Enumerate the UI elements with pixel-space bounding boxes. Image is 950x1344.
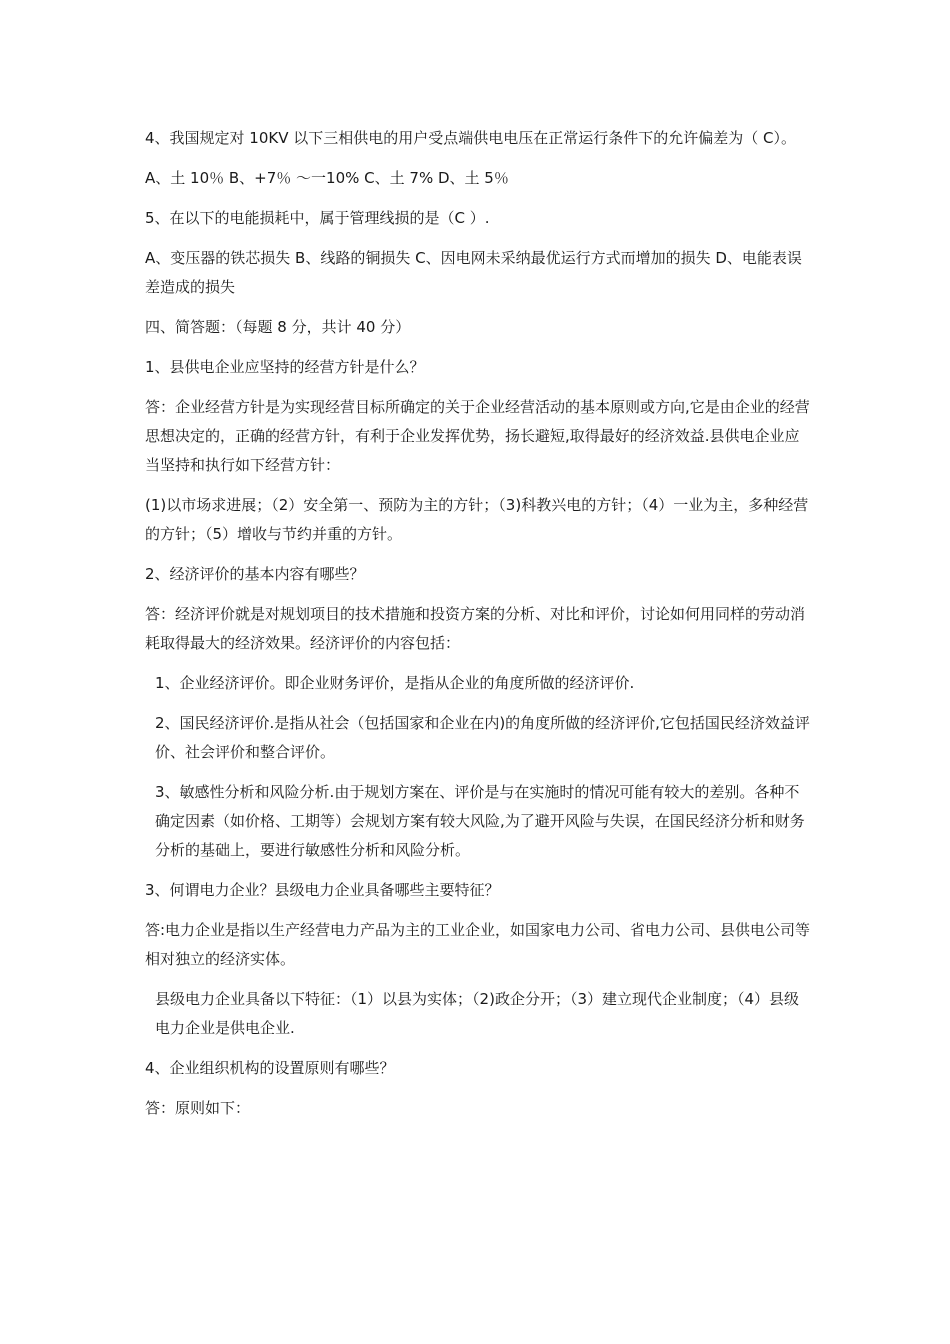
short-answer-3-question: 3、何谓电力企业？县级电力企业具备哪些主要特征？: [145, 881, 500, 899]
question-4-options: A、土 10％ B、+7％ ～一10% C、土 7% D、土 5％: [145, 169, 509, 187]
question-5: 5、在以下的电能损耗中，属于管理线损的是（C ）.: [145, 209, 490, 227]
short-answer-3-answer: 答:电力企业是指以生产经营电力产品为主的工业企业，如国家电力公司、省电力公司、县供电公司等相对独立的经济实体。: [145, 921, 811, 968]
short-answer-1-question: 1、县供电企业应坚持的经营方针是什么？: [145, 358, 425, 376]
short-answer-2-item-2: 2、国民经济评价.是指从社会（包括国家和企业在内)的角度所做的经济评价,它包括国民经济效益评价、社会评价和整合评价。: [155, 714, 810, 761]
short-answer-1-list: (1)以市场求进展；（2）安全第一、预防为主的方针；（3)科教兴电的方针；（4）一业为主，多种经营的方针；（5）增收与节约并重的方针。: [145, 496, 809, 543]
short-answer-1-answer: 答：企业经营方针是为实现经营目标所确定的关于企业经营活动的基本原则或方向,它是由企业的经营思想决定的，正确的经营方针，有利于企业发挥优势，扬长避短,取得最好的经济效益.县供电企业应当坚持和执行如下经营方针：: [145, 398, 810, 474]
short-answer-4-answer: 答：原则如下：: [145, 1099, 251, 1117]
short-answer-2-answer: 答：经济评价就是对规划项目的技术措施和投资方案的分析、对比和评价，讨论如何用同样的劳动消耗取得最大的经济效果。经济评价的内容包括：: [145, 605, 806, 652]
short-answer-2-item-1: 1、企业经济评价。即企业财务评价，是指从企业的角度所做的经济评价.: [155, 674, 635, 692]
question-5-options: A、变压器的铁芯损失 B、线路的铜损失 C、因电网未采纳最优运行方式而增加的损失 D、电能表误差造成的损失: [145, 249, 802, 296]
short-answer-2-item-3: 3、敏感性分析和风险分析.由于规划方案在、评价是与在实施时的情况可能有较大的差别。各种不确定因素（如价格、工期等）会规划方案有较大风险,为了避开风险与失误，在国民经济分析和财务分析的基础上，要进行敏感性分析和风险分析。: [155, 783, 805, 859]
short-answer-4-question: 4、企业组织机构的设置原则有哪些？: [145, 1059, 395, 1077]
section-heading-short-answer: 四、简答题：（每题 8 分，共计 40 分）: [145, 318, 411, 336]
question-4: 4、我国规定对 10KV 以下三相供电的用户受点端供电电压在正常运行条件下的允许偏差为（ C）。: [145, 129, 797, 147]
document-body: [145, 124, 813, 1134]
short-answer-2-question: 2、经济评价的基本内容有哪些？: [145, 565, 365, 583]
short-answer-3-features: 县级电力企业具备以下特征：（1）以县为实体；（2)政企分开；（3）建立现代企业制度；（4）县级电力企业是供电企业.: [155, 990, 800, 1037]
